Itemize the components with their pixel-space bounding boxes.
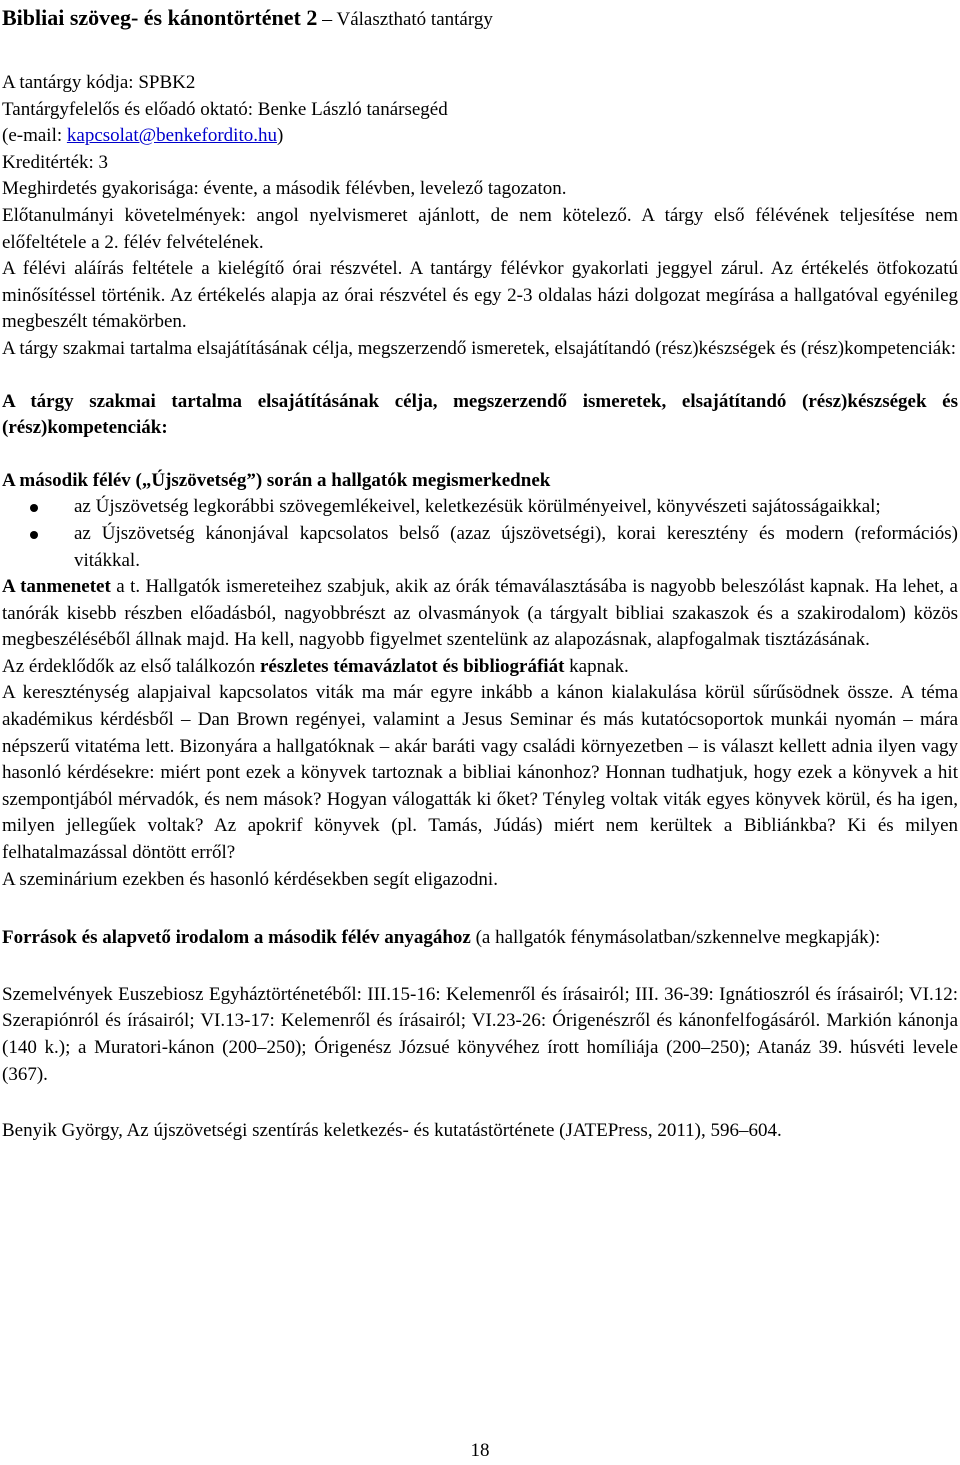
list-item <box>2 494 958 521</box>
email-suffix: ) <box>276 125 284 147</box>
title-dash: – <box>322 8 333 30</box>
tanmenet-lead: A tanmenetet <box>2 576 111 598</box>
interest-paragraph <box>2 654 958 681</box>
bullet-icon <box>30 531 38 539</box>
list-item-text: az Újszövetség kánonjával kapcsolatos belső (azaz újszövetségi), korai keresztény és modern (reformációs) vitákkal. <box>74 522 958 571</box>
sources-rest: (a hallgatók fénymásolatban/szkennelve megkapják): <box>470 927 881 949</box>
course-code: A tantárgy kódja: SPBK2 <box>2 72 196 93</box>
lecturer-email-line <box>2 123 958 150</box>
debate-paragraph: A kereszténység alapjaival kapcsolatos viták ma már egyre inkább a kánon kialakulása körül sűrűsödnek össze. A téma akadémikus kérdésből – Dan Brown regényei, valamint a Jesus Seminar és más kutatócsoportok munkái nyomán – mára népszerű vitatéma lett. Bizonyára a hallgatóknak – akár baráti vagy családi környezetben – is választ kellett adnia ilyen vagy hasonló kérdésekre: miért pont ezek a könyvek tartoznak a bibliai kánonhoz? Honnan tudhatjuk, hogy ezek a könyvek a hit szempontjából mérvadók, és nem mások? Hogyan válogatták ki őket? Tényleg voltak viták egyes könyvek körül, és ha igen, milyen jellegűek voltak? Az apokrif könyvek (pl. Tamás, Júdás) miért nem kerültek a Bibliánkba? Ki és milyen felhatalmazással döntött erről? <box>2 682 958 864</box>
second-semester-heading: A második félév („Újszövetség”) során a hallgatók megismerkednek <box>2 469 551 491</box>
course-credits: Kreditérték: 3 <box>2 151 109 173</box>
seminar-paragraph: A szeminárium ezekben és hasonló kérdésekben segít eligazodni. <box>2 868 498 890</box>
tanmenet-text: a t. Hallgatók ismereteihez szabjuk, akik az órák témaválasztásába is nagyobb beleszólást kapnak. Ha lehet, a tanórák kisebb részben előadásból, nagyobbrészt az olvasmányok (a tárgyalt bibliai szakaszok és a szakirodalom) közös megbeszéléséből állnak majd. Ha kell, nagyobb figyelmet szentelünk az alapozásnak, alapfogalmak tisztázásának. <box>2 576 958 651</box>
email-link[interactable]: kapcsolat@benkefordito.hu <box>66 125 277 147</box>
tanmenet-paragraph <box>2 574 958 654</box>
course-title: Bibliai szöveg- és kánontörténet 2 <box>2 5 318 30</box>
course-aim-bold: A tárgy szakmai tartalma elsajátításának célja, megszerzendő ismeretek, elsajátítandó (rész)készségek és (rész)kompetenciák: <box>2 390 958 439</box>
course-type: Választható tantárgy <box>336 9 493 30</box>
page-number: 18 <box>470 1440 490 1461</box>
course-assessment: A félévi aláírás feltétele a kielégítő órai részvétel. A tantárgy félévkor gyakorlati jeggyel zárul. Az értékelés ötfokozatú minősítéssel történik. Az értékelés alapja az órai részvétel és egy 2-3 oldalas házi dolgozat megírása a hallgatóval egyénileg megbeszélt témakörben. <box>2 258 958 333</box>
interest-bold: részletes témavázlatot és bibliográfiát <box>259 655 565 677</box>
excerpts-paragraph: Szemelvények Euszebiosz Egyháztörténetéből: III.15-16: Kelemenről és írásairól; III. 36-39: Ignátioszról és írásairól; VI.12: Szerapiónról és írásairól; VI.13-17: Kelemenről és írásairól; VI.23-26: Órigenészről és kánonfelfogásáról. Markión kánonja (140 k.); a Muratori-kánon (200–250); Órigenész Józsué könyvéhez írott homíliája (200–250); Atanáz 39. húsvéti levele (367). <box>2 983 958 1085</box>
list-item-text: az Újszövetség legkorábbi szövegemlékeivel, keletkezésük körülményeivel, könyvészeti sajátosságaikkal; <box>74 496 881 518</box>
interest-post: kapnak. <box>564 655 629 677</box>
list-item <box>2 521 958 574</box>
course-aim: A tárgy szakmai tartalma elsajátításának célja, megszerzendő ismeretek, elsajátítandó (rész)készségek és (rész)kompetenciák: <box>2 337 956 359</box>
document-page <box>2 0 958 1145</box>
header <box>2 2 958 34</box>
bullet-icon <box>30 504 38 512</box>
topics-list <box>2 494 958 574</box>
benyik-reference: Benyik György, Az újszövetségi szentírás keletkezés- és kutatástörténete (JATEPress, 2011), 596–604. <box>2 1120 782 1142</box>
email-prefix: (e-mail: <box>2 125 67 147</box>
course-frequency: Meghirdetés gyakorisága: évente, a második félévben, levelező tagozaton. <box>2 178 567 200</box>
sources-bold: Források és alapvető irodalom a második félév anyagához <box>2 927 471 949</box>
course-prerequisites: Előtanulmányi követelmények: angol nyelvismeret ajánlott, de nem kötelező. A tárgy első félévének teljesítése nem előfeltétele a 2. félév felvételének. <box>2 204 958 253</box>
sources-heading <box>2 925 958 952</box>
interest-pre: Az érdeklődők az első találkozón <box>2 655 260 677</box>
course-lecturer: Tantárgyfelelős és előadó oktató: Benke László tanársegéd <box>2 98 448 120</box>
